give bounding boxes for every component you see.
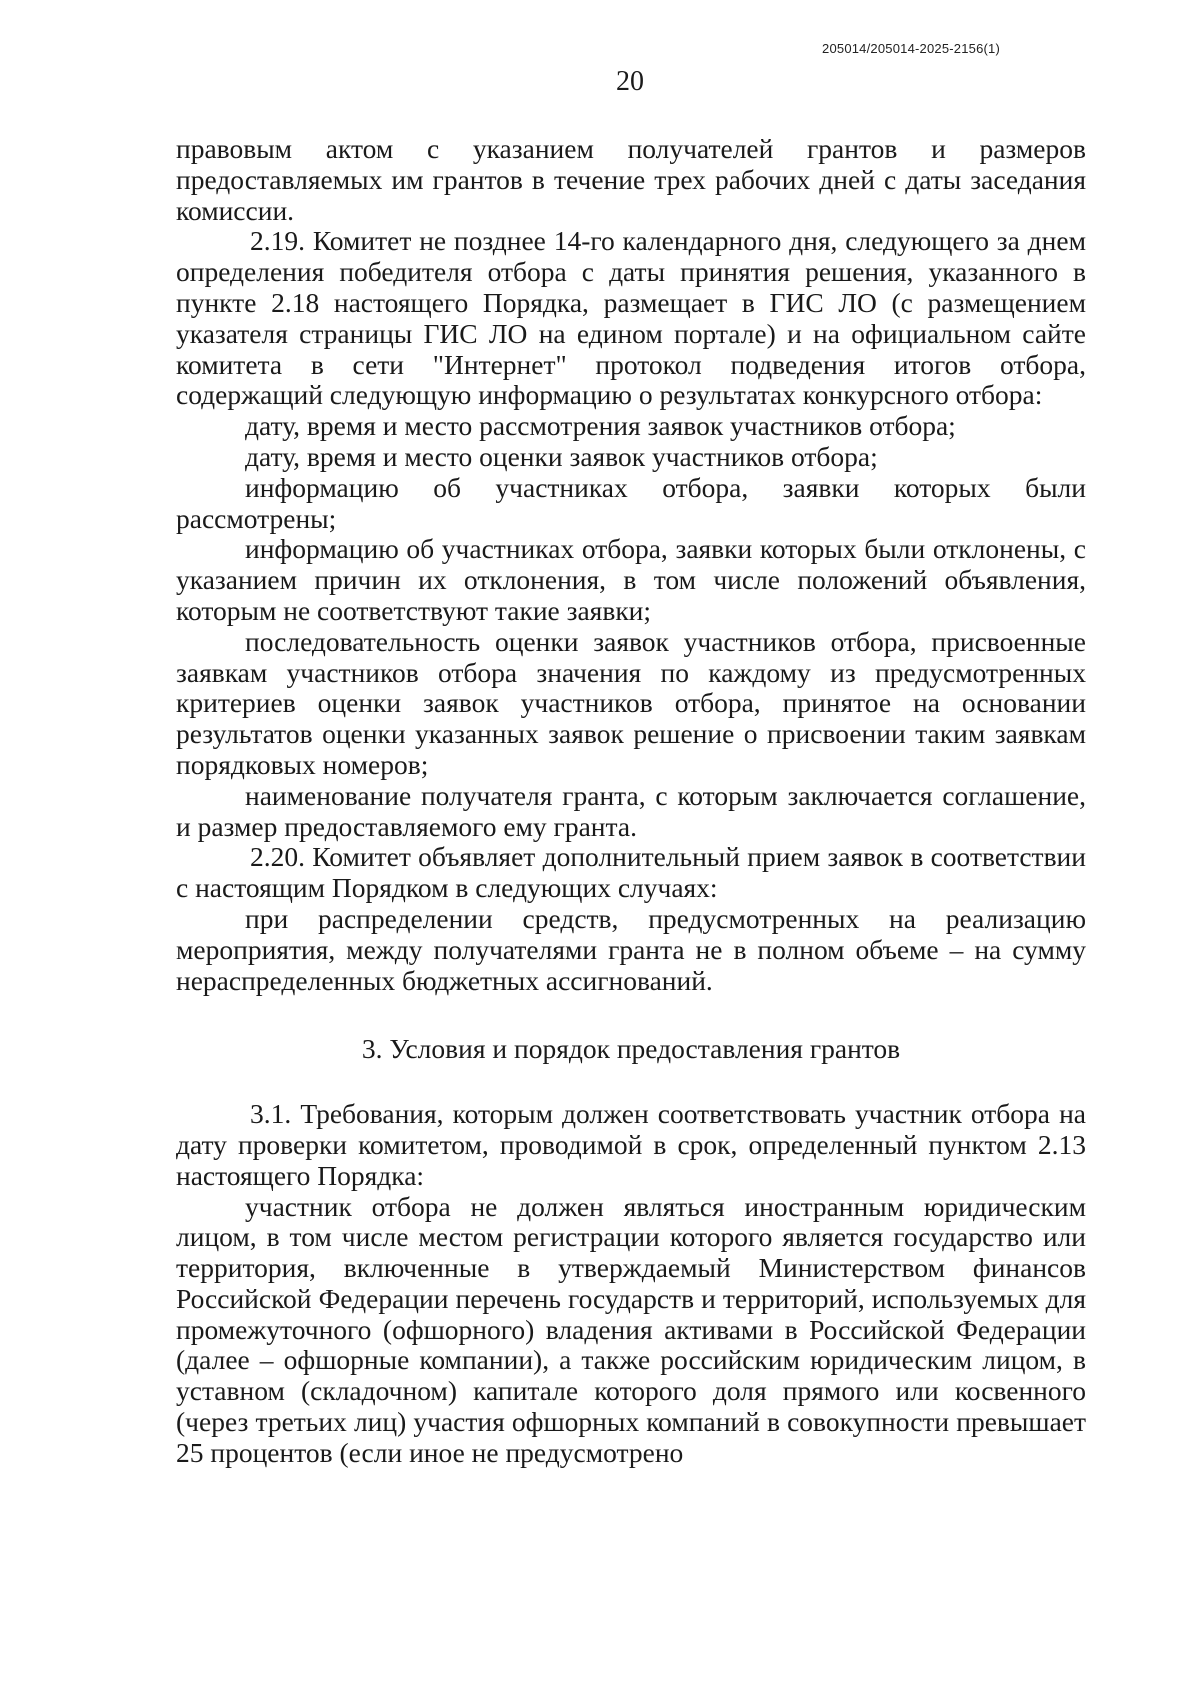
list-item: последовательность оценки заявок участников отбора, присвоенные заявкам участников отбора значения по каждому из предусмотренных критериев оценки заявок участников отбора, принятое на основании результатов оценки указанных заявок решение о присвоении таким заявкам порядковых номеров; <box>176 625 1086 780</box>
document-body <box>176 134 1086 1469</box>
page-number: 20 <box>616 66 644 97</box>
paragraph-2-20: 2.20. Комитет объявляет дополнительный прием заявок в соответствии с настоящим Порядком в следующих случаях: <box>176 841 1086 904</box>
list-item: участник отбора не должен являться иностранным юридическим лицом, в том числе местом регистрации которого является государство или территория, включенные в утверждаемый Министерством финансов Российской Федерации перечень государств и территорий, используемых для промежуточного (офшорного) владения активами в Российской Федерации (далее – офшорные компании), а также российским юридическим лицом, в уставном (складочном) капитале которого доля прямого или косвенного (через третьих лиц) участия офшорных компаний в совокупности превышает 25 процентов (если иное не предусмотрено <box>176 1190 1086 1468</box>
list-item: информацию об участниках отбора, заявки которых были отклонены, с указанием причин их отклонения, в том числе положений объявления, которым не соответствуют такие заявки; <box>176 533 1086 626</box>
list-item: наименование получателя гранта, с которым заключается соглашение, и размер предоставляемого ему гранта. <box>176 779 1086 842</box>
list-item: дату, время и место оценки заявок участников отбора; <box>245 440 878 472</box>
paragraph-2-19: 2.19. Комитет не позднее 14-го календарного дня, следующего за днем определения победителя отбора с даты принятия решения, указанного в пункте 2.18 настоящего Порядка, размещает в ГИС ЛО (с размещением указателя страницы ГИС ЛО на едином портале) и на официальном сайте комитета в сети "Интернет" протокол подведения итогов отбора, содержащий следующую информацию о результатах конкурсного отбора: <box>176 225 1086 411</box>
list-item: дату, время и место рассмотрения заявок участников отбора; <box>245 410 956 442</box>
paragraph-3-1: 3.1. Требования, которым должен соответствовать участник отбора на дату проверки комитетом, проводимой в срок, определенный пунктом 2.13 настоящего Порядка: <box>176 1098 1086 1191</box>
list-item: при распределении средств, предусмотренных на реализацию мероприятия, между получателями гранта не в полном объеме – на сумму нераспределенных бюджетных ассигнований. <box>176 902 1086 996</box>
document-id: 205014/205014-2025-2156(1) <box>822 41 1000 56</box>
list-item: информацию об участниках отбора, заявки которых были рассмотрены; <box>176 471 1086 534</box>
section-heading: 3. Условия и порядок предоставления грантов <box>361 1033 901 1065</box>
paragraph-continuation: правовым актом с указанием получателей грантов и размеров предоставляемых им грантов в течение трех рабочих дней с даты заседания комиссии. <box>176 133 1086 226</box>
